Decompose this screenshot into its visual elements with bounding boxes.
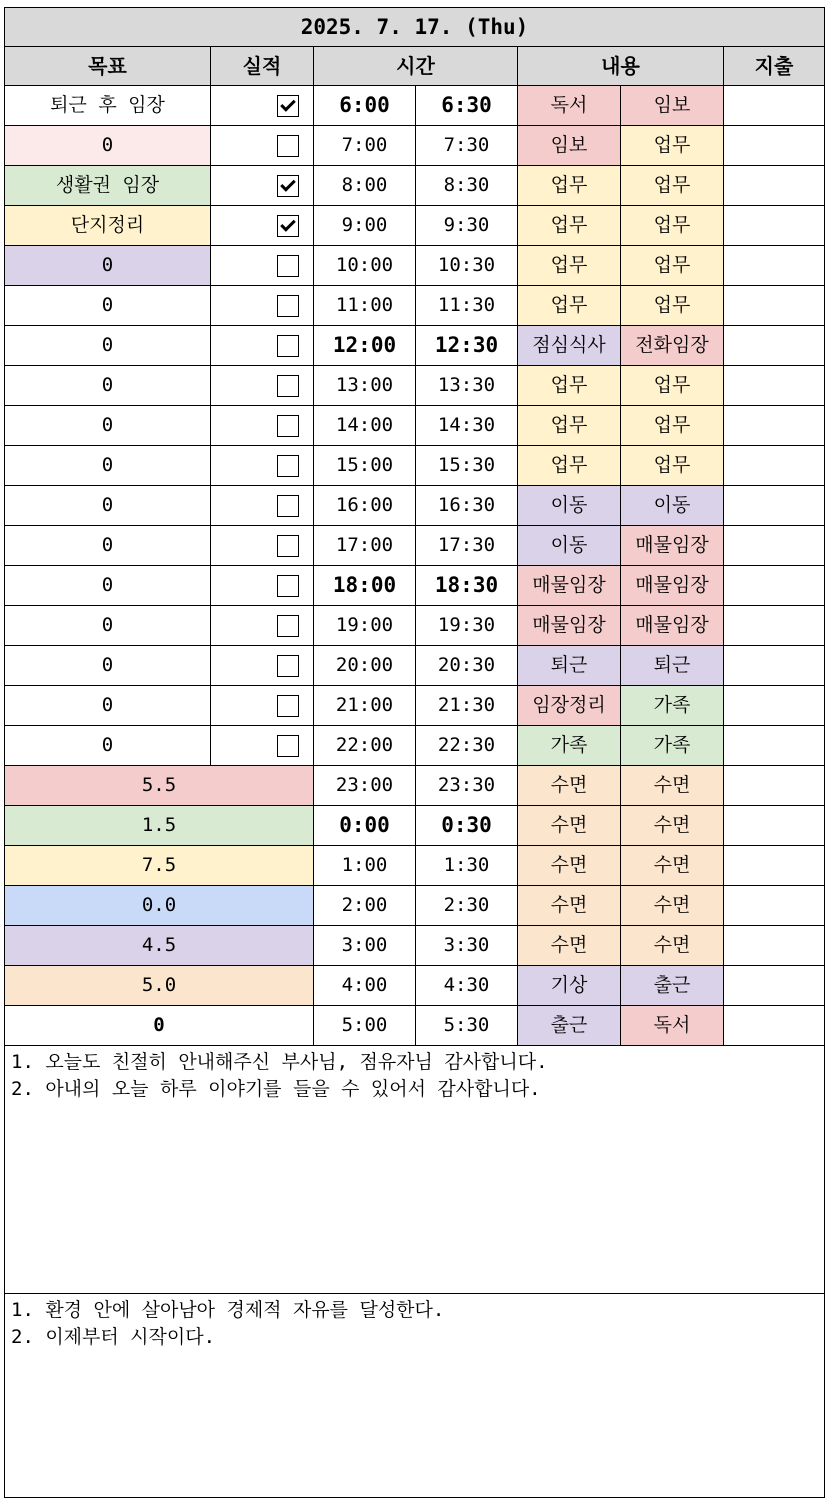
checkbox-unchecked[interactable] [277, 535, 299, 557]
time-half: 7:30 [416, 126, 518, 166]
done-cell [211, 406, 314, 446]
time-start: 6:00 [314, 86, 416, 126]
summary-hours: 0.0 [5, 886, 314, 926]
content-first-half[interactable]: 업무 [518, 246, 621, 286]
time-start: 1:00 [314, 846, 416, 886]
goal-cell[interactable]: 0 [5, 286, 211, 326]
checkbox-unchecked[interactable] [277, 455, 299, 477]
schedule-row [5, 726, 825, 766]
summary-row [5, 806, 825, 846]
content-second-half[interactable]: 수면 [621, 926, 724, 966]
content-second-half[interactable]: 전화임장 [621, 326, 724, 366]
time-start: 12:00 [314, 326, 416, 366]
done-cell [211, 206, 314, 246]
goal-cell[interactable]: 0 [5, 246, 211, 286]
expense-cell[interactable] [724, 846, 825, 886]
time-half: 9:30 [416, 206, 518, 246]
summary-row [5, 1006, 825, 1046]
expense-cell[interactable] [724, 646, 825, 686]
time-half: 17:30 [416, 526, 518, 566]
content-second-half[interactable]: 업무 [621, 446, 724, 486]
goal-cell[interactable]: 0 [5, 606, 211, 646]
time-half: 23:30 [416, 766, 518, 806]
content-second-half[interactable]: 독서 [621, 1006, 724, 1046]
summary-row [5, 966, 825, 1006]
content-second-half[interactable]: 업무 [621, 366, 724, 406]
schedule-row [5, 86, 825, 126]
checkbox-unchecked[interactable] [277, 415, 299, 437]
time-start: 4:00 [314, 966, 416, 1006]
time-start: 5:00 [314, 1006, 416, 1046]
time-half: 19:30 [416, 606, 518, 646]
time-half: 18:30 [416, 566, 518, 606]
done-cell [211, 606, 314, 646]
done-cell [211, 726, 314, 766]
content-first-half[interactable]: 매물임장 [518, 566, 621, 606]
goal-cell[interactable]: 0 [5, 646, 211, 686]
content-second-half[interactable]: 수면 [621, 886, 724, 926]
content-first-half[interactable]: 점심식사 [518, 326, 621, 366]
schedule-row [5, 526, 825, 566]
header-goal: 목표 [5, 47, 211, 86]
content-second-half[interactable]: 수면 [621, 806, 724, 846]
summary-row [5, 846, 825, 886]
checkbox-unchecked[interactable] [277, 615, 299, 637]
time-half: 0:30 [416, 806, 518, 846]
content-first-half[interactable]: 업무 [518, 286, 621, 326]
time-start: 17:00 [314, 526, 416, 566]
time-start: 21:00 [314, 686, 416, 726]
schedule-row [5, 606, 825, 646]
header-content: 내용 [518, 47, 724, 86]
content-second-half[interactable]: 출근 [621, 966, 724, 1006]
content-first-half[interactable]: 임장정리 [518, 686, 621, 726]
expense-cell[interactable] [724, 206, 825, 246]
content-first-half[interactable]: 독서 [518, 86, 621, 126]
done-cell [211, 166, 314, 206]
content-second-half[interactable]: 업무 [621, 206, 724, 246]
content-first-half[interactable]: 출근 [518, 1006, 621, 1046]
done-cell [211, 526, 314, 566]
checkbox-checked[interactable] [277, 95, 299, 117]
time-half: 22:30 [416, 726, 518, 766]
content-second-half[interactable]: 가족 [621, 726, 724, 766]
content-first-half[interactable]: 업무 [518, 206, 621, 246]
time-start: 15:00 [314, 446, 416, 486]
time-half: 10:30 [416, 246, 518, 286]
schedule-row [5, 446, 825, 486]
content-second-half[interactable]: 매물임장 [621, 606, 724, 646]
summary-hours: 4.5 [5, 926, 314, 966]
time-half: 11:30 [416, 286, 518, 326]
content-second-half[interactable]: 퇴근 [621, 646, 724, 686]
content-first-half[interactable]: 기상 [518, 966, 621, 1006]
content-first-half[interactable]: 이동 [518, 486, 621, 526]
checkbox-unchecked[interactable] [277, 655, 299, 677]
done-cell [211, 286, 314, 326]
goal-cell[interactable]: 퇴근 후 임장 [5, 86, 211, 126]
goal-cell[interactable]: 0 [5, 126, 211, 166]
content-second-half[interactable]: 업무 [621, 166, 724, 206]
expense-cell[interactable] [724, 566, 825, 606]
goal-cell[interactable]: 0 [5, 526, 211, 566]
time-start: 10:00 [314, 246, 416, 286]
schedule-row [5, 286, 825, 326]
expense-cell[interactable] [724, 486, 825, 526]
time-start: 7:00 [314, 126, 416, 166]
expense-cell[interactable] [724, 606, 825, 646]
done-cell [211, 646, 314, 686]
checkbox-unchecked[interactable] [277, 295, 299, 317]
expense-cell[interactable] [724, 246, 825, 286]
time-start: 9:00 [314, 206, 416, 246]
time-half: 13:30 [416, 366, 518, 406]
time-half: 4:30 [416, 966, 518, 1006]
content-first-half[interactable]: 수면 [518, 806, 621, 846]
goal-cell[interactable]: 0 [5, 406, 211, 446]
content-second-half[interactable]: 업무 [621, 286, 724, 326]
summary-hours: 5.5 [5, 766, 314, 806]
expense-cell[interactable] [724, 886, 825, 926]
content-second-half[interactable]: 업무 [621, 126, 724, 166]
checkbox-unchecked[interactable] [277, 375, 299, 397]
goal-cell[interactable]: 0 [5, 366, 211, 406]
done-cell [211, 326, 314, 366]
summary-row [5, 926, 825, 966]
date-title: 2025. 7. 17. (Thu) [5, 8, 825, 47]
done-cell [211, 86, 314, 126]
time-half: 8:30 [416, 166, 518, 206]
time-half: 2:30 [416, 886, 518, 926]
done-cell [211, 366, 314, 406]
schedule-row [5, 406, 825, 446]
content-second-half[interactable]: 업무 [621, 246, 724, 286]
content-first-half[interactable]: 수면 [518, 846, 621, 886]
schedule-row [5, 486, 825, 526]
time-start: 20:00 [314, 646, 416, 686]
summary-hours: 1.5 [5, 806, 314, 846]
goal-cell[interactable]: 0 [5, 726, 211, 766]
content-first-half[interactable]: 업무 [518, 366, 621, 406]
content-second-half[interactable]: 임보 [621, 86, 724, 126]
checkbox-unchecked[interactable] [277, 695, 299, 717]
time-half: 14:30 [416, 406, 518, 446]
time-half: 21:30 [416, 686, 518, 726]
goal-notes[interactable]: 1. 환경 안에 살아남아 경제적 자유를 달성한다. 2. 이제부터 시작이다. [5, 1294, 825, 1498]
expense-cell[interactable] [724, 366, 825, 406]
time-half: 3:30 [416, 926, 518, 966]
time-start: 8:00 [314, 166, 416, 206]
gratitude-notes[interactable]: 1. 오늘도 친절히 안내해주신 부사님, 점유자님 감사합니다. 2. 아내의 오늘 하루 이야기를 들을 수 있어서 감사합니다. [5, 1046, 825, 1294]
content-first-half[interactable]: 매물임장 [518, 606, 621, 646]
goal-cell[interactable]: 0 [5, 486, 211, 526]
time-start: 13:00 [314, 366, 416, 406]
expense-cell[interactable] [724, 286, 825, 326]
goal-cell[interactable]: 0 [5, 686, 211, 726]
checkbox-checked[interactable] [277, 175, 299, 197]
done-cell [211, 566, 314, 606]
summary-hours: 5.0 [5, 966, 314, 1006]
expense-cell[interactable] [724, 686, 825, 726]
content-first-half[interactable]: 임보 [518, 126, 621, 166]
daily-planner-table [4, 7, 825, 1498]
goal-cell[interactable]: 0 [5, 326, 211, 366]
content-second-half[interactable]: 수면 [621, 766, 724, 806]
time-half: 1:30 [416, 846, 518, 886]
expense-cell[interactable] [724, 726, 825, 766]
content-first-half[interactable]: 가족 [518, 726, 621, 766]
done-cell [211, 686, 314, 726]
expense-cell[interactable] [724, 766, 825, 806]
done-cell [211, 486, 314, 526]
checkbox-unchecked[interactable] [277, 495, 299, 517]
schedule-row [5, 326, 825, 366]
goal-cell[interactable]: 0 [5, 566, 211, 606]
time-start: 16:00 [314, 486, 416, 526]
done-cell [211, 246, 314, 286]
summary-hours: 0 [5, 1006, 314, 1046]
time-start: 14:00 [314, 406, 416, 446]
content-first-half[interactable]: 업무 [518, 166, 621, 206]
time-half: 5:30 [416, 1006, 518, 1046]
schedule-row [5, 366, 825, 406]
schedule-row [5, 566, 825, 606]
schedule-row [5, 206, 825, 246]
checkbox-unchecked[interactable] [277, 135, 299, 157]
done-cell [211, 446, 314, 486]
expense-cell[interactable] [724, 926, 825, 966]
header-time: 시간 [314, 47, 518, 86]
content-first-half[interactable]: 수면 [518, 886, 621, 926]
summary-hours: 7.5 [5, 846, 314, 886]
goal-cell[interactable]: 0 [5, 446, 211, 486]
schedule-row [5, 126, 825, 166]
goal-cell[interactable]: 생활권 임장 [5, 166, 211, 206]
schedule-row [5, 686, 825, 726]
time-start: 0:00 [314, 806, 416, 846]
time-start: 19:00 [314, 606, 416, 646]
schedule-row [5, 166, 825, 206]
expense-cell[interactable] [724, 166, 825, 206]
time-start: 3:00 [314, 926, 416, 966]
time-half: 6:30 [416, 86, 518, 126]
time-start: 22:00 [314, 726, 416, 766]
time-half: 20:30 [416, 646, 518, 686]
schedule-row [5, 646, 825, 686]
summary-row [5, 766, 825, 806]
goal-cell[interactable]: 단지정리 [5, 206, 211, 246]
expense-cell[interactable] [724, 126, 825, 166]
content-first-half[interactable]: 업무 [518, 446, 621, 486]
content-second-half[interactable]: 매물임장 [621, 566, 724, 606]
content-first-half[interactable]: 업무 [518, 406, 621, 446]
header-expense: 지출 [724, 47, 825, 86]
expense-cell[interactable] [724, 966, 825, 1006]
content-second-half[interactable]: 수면 [621, 846, 724, 886]
time-half: 15:30 [416, 446, 518, 486]
expense-cell[interactable] [724, 1006, 825, 1046]
expense-cell[interactable] [724, 526, 825, 566]
expense-cell[interactable] [724, 86, 825, 126]
content-first-half[interactable]: 수면 [518, 766, 621, 806]
content-second-half[interactable]: 이동 [621, 486, 724, 526]
checkbox-unchecked[interactable] [277, 255, 299, 277]
checkbox-unchecked[interactable] [277, 575, 299, 597]
expense-cell[interactable] [724, 446, 825, 486]
done-cell [211, 126, 314, 166]
time-start: 23:00 [314, 766, 416, 806]
content-second-half[interactable]: 업무 [621, 406, 724, 446]
content-first-half[interactable]: 퇴근 [518, 646, 621, 686]
expense-cell[interactable] [724, 406, 825, 446]
expense-cell[interactable] [724, 326, 825, 366]
time-start: 2:00 [314, 886, 416, 926]
schedule-row [5, 246, 825, 286]
content-first-half[interactable]: 이동 [518, 526, 621, 566]
expense-cell[interactable] [724, 806, 825, 846]
time-start: 11:00 [314, 286, 416, 326]
header-done: 실적 [211, 47, 314, 86]
checkbox-unchecked[interactable] [277, 735, 299, 757]
content-second-half[interactable]: 가족 [621, 686, 724, 726]
checkbox-checked[interactable] [277, 215, 299, 237]
checkbox-unchecked[interactable] [277, 335, 299, 357]
summary-row [5, 886, 825, 926]
time-half: 16:30 [416, 486, 518, 526]
time-start: 18:00 [314, 566, 416, 606]
content-first-half[interactable]: 수면 [518, 926, 621, 966]
time-half: 12:30 [416, 326, 518, 366]
content-second-half[interactable]: 매물임장 [621, 526, 724, 566]
